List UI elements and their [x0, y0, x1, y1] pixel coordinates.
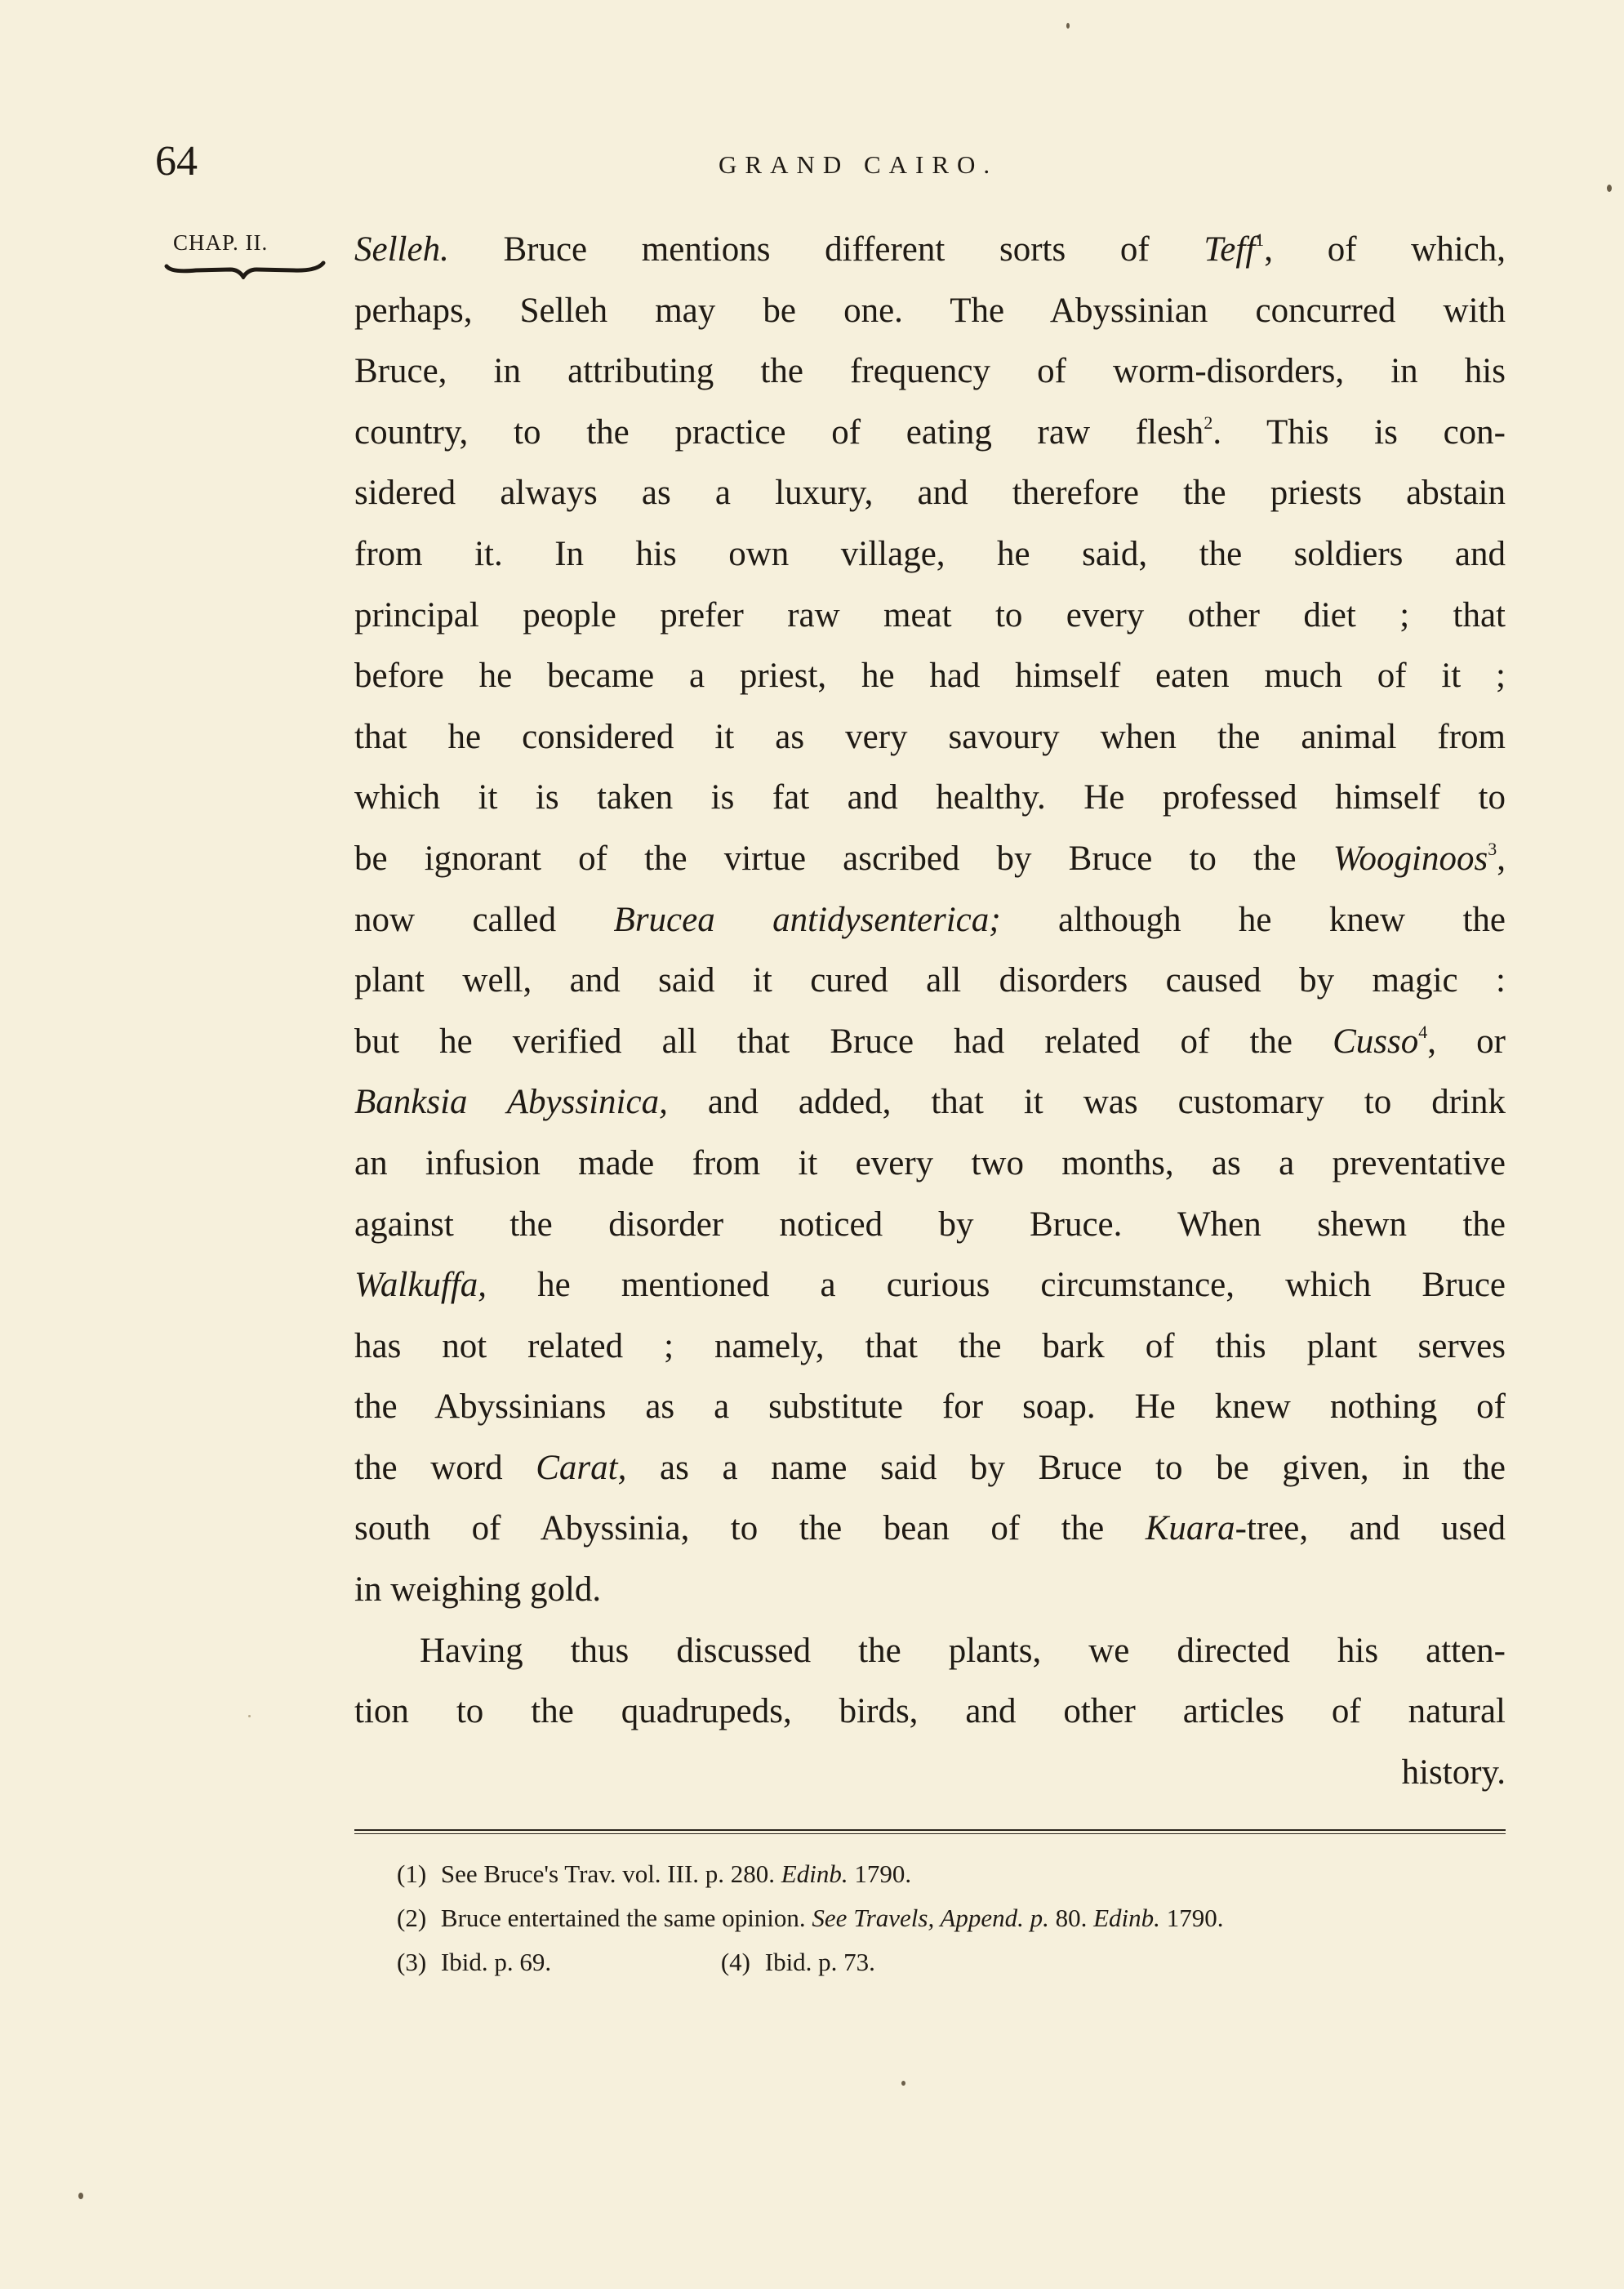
text-line: from it. In his own village, he said, the soldiers and [354, 534, 1506, 573]
text-span: , or [1427, 1022, 1506, 1061]
text-line: that he considered it as very savoury when the animal from [354, 717, 1506, 756]
footnote-text: Ibid. p. 73. [764, 1948, 875, 1976]
footnote-year: 1790. [1166, 1904, 1224, 1932]
text-line [354, 1499, 1506, 1560]
footnote-year: 1790. [854, 1859, 912, 1888]
footnote-number: (1) [397, 1859, 427, 1888]
chapter-label: CHAP. II. [173, 230, 269, 255]
footnote-2 [397, 1896, 1524, 1940]
italic-term: Carat, [536, 1448, 627, 1487]
footnote-4 [721, 1940, 875, 1984]
text-line: perhaps, Selleh may be one. The Abyssinian concurred with [354, 291, 1506, 330]
text-span: although he knew the [1000, 900, 1506, 939]
text-line: before he became a priest, he had himself eaten much of it ; [354, 657, 1506, 696]
text-line: Having thus discussed the plants, we directed his atten- [420, 1631, 1506, 1670]
text-span: . This is con- [1212, 412, 1506, 452]
italic-term: Banksia Abyssinica, [354, 1083, 668, 1122]
text-span: and added, that it was customary to drink [667, 1083, 1506, 1122]
margin-chapter-note [163, 230, 327, 279]
footnote-marker: 4 [1418, 1021, 1428, 1042]
text-span: country, to the practice of eating raw flesh [354, 412, 1204, 452]
italic-term: Walkuffa, [354, 1266, 487, 1305]
italic-term: Brucea antidysenterica; [613, 900, 1001, 939]
text-span: south of Abyssinia, to the bean of the [354, 1509, 1146, 1548]
text-line: plant well, and said it cured all disorders caused by magic : [354, 961, 1506, 1000]
text-line [354, 829, 1506, 890]
text-span: the word [354, 1448, 536, 1487]
text-line: which it is taken is fat and healthy. He professed himself to [354, 778, 1506, 817]
text-span: be ignorant of the virtue ascribed by Bruce to the [354, 839, 1333, 878]
paper-speck [901, 2081, 905, 2086]
italic-term: Kuara [1145, 1509, 1235, 1548]
italic-term: Selleh. [354, 230, 449, 269]
footnote-italic: See Travels, Append. p. [812, 1904, 1049, 1932]
text-span: , [1497, 839, 1506, 878]
footnote-1 [397, 1852, 1524, 1896]
footnote-italic: Edinb. [781, 1859, 848, 1888]
text-span: he mentioned a curious circumstance, which Bruce [487, 1266, 1506, 1305]
text-line: Bruce, in attributing the frequency of worm-disorders, in his [354, 352, 1506, 391]
footnote-text: Bruce entertained the same opinion. [440, 1904, 806, 1932]
text-line [354, 1438, 1506, 1499]
brace-ornament-icon [163, 258, 327, 279]
text-line: history. [1401, 1752, 1506, 1792]
footnote-page: 80. [1055, 1904, 1088, 1932]
text-span: , of which, [1264, 230, 1506, 269]
text-span: but he verified all that Bruce had related of the [354, 1022, 1333, 1061]
running-head: GRAND CAIRO. [719, 150, 999, 179]
text-line [354, 403, 1506, 464]
text-span: Bruce mentions different sorts of [448, 230, 1204, 269]
italic-term: Cusso [1333, 1022, 1419, 1061]
footnotes [397, 1852, 1524, 1984]
text-span: as a name said by Bruce to be given, in the [626, 1448, 1506, 1487]
footnote-italic: Edinb. [1093, 1904, 1160, 1932]
footnote-number: (3) [397, 1948, 427, 1976]
text-line: principal people prefer raw meat to every other diet ; that [354, 595, 1506, 635]
text-line [354, 220, 1506, 281]
text-line: against the disorder noticed by Bruce. When shewn the [354, 1205, 1506, 1244]
text-line [354, 1012, 1506, 1073]
italic-term: Teff [1204, 230, 1256, 269]
paper-speck [78, 2193, 83, 2199]
italic-term: Wooginoos [1333, 839, 1488, 878]
text-span: now called [354, 900, 614, 939]
footnote-marker: 1 [1255, 229, 1265, 250]
footnote-text: See Bruce's Trav. vol. III. p. 280. [440, 1859, 776, 1888]
text-line: in weighing gold. [354, 1570, 602, 1610]
footnote-text: Ibid. p. 69. [440, 1948, 552, 1976]
body-text [354, 220, 1506, 1803]
footnote-number: (4) [720, 1948, 750, 1976]
footnote-marker: 3 [1488, 838, 1497, 859]
text-line: an infusion made from it every two months, as a preventative [354, 1143, 1506, 1182]
text-line: sidered always as a luxury, and therefore the priests abstain [354, 474, 1506, 513]
paper-speck [248, 1715, 251, 1717]
footnote-number: (2) [397, 1904, 427, 1932]
text-line [354, 1255, 1506, 1316]
page-number: 64 [155, 138, 198, 185]
text-line: has not related ; namely, that the bark of this plant serves [354, 1326, 1506, 1365]
text-span: -tree, and used [1235, 1509, 1506, 1548]
text-line: tion to the quadrupeds, birds, and other articles of natural [354, 1692, 1506, 1731]
paper-speck [1066, 23, 1070, 29]
text-line [354, 1072, 1506, 1133]
footnote-rule [354, 1829, 1506, 1831]
paper-speck [1607, 185, 1612, 192]
footnote-3-4 [397, 1940, 1524, 1984]
footnote-rule-thin [354, 1833, 1506, 1834]
text-line: the Abyssinians as a substitute for soap. He knew nothing of [354, 1387, 1506, 1427]
text-line [354, 890, 1506, 951]
footnote-marker: 2 [1204, 412, 1213, 433]
